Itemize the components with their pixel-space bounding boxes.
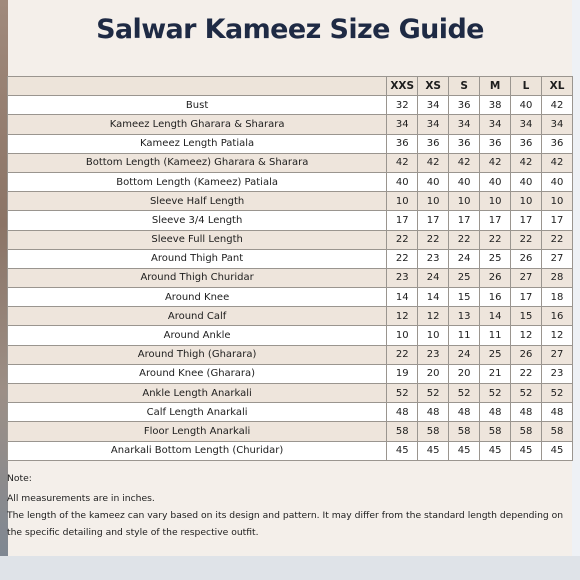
measurement-value: 12	[511, 326, 542, 345]
size-header: XL	[542, 77, 573, 96]
measurement-value: 48	[387, 403, 418, 422]
measurement-label: Bottom Length (Kameez) Gharara & Sharara	[8, 153, 387, 172]
measurement-label: Sleeve 3/4 Length	[8, 211, 387, 230]
measurement-value: 22	[418, 230, 449, 249]
measurement-value: 42	[511, 153, 542, 172]
measurement-value: 23	[418, 249, 449, 268]
table-row	[8, 134, 573, 153]
measurement-value: 45	[387, 441, 418, 460]
measurement-value: 27	[511, 268, 542, 287]
measurement-label: Around Ankle	[8, 326, 387, 345]
page-title: Salwar Kameez Size Guide	[96, 14, 484, 45]
measurement-value: 17	[387, 211, 418, 230]
measurement-value: 58	[480, 422, 511, 441]
measurement-value: 42	[418, 153, 449, 172]
measurement-value: 14	[480, 307, 511, 326]
measurement-value: 58	[418, 422, 449, 441]
size-header: L	[511, 77, 542, 96]
measurement-value: 25	[449, 268, 480, 287]
measurement-value: 48	[511, 403, 542, 422]
measurement-label: Calf Length Anarkali	[8, 403, 387, 422]
measurement-label: Around Knee	[8, 288, 387, 307]
measurement-label: Around Knee (Gharara)	[8, 364, 387, 383]
measurement-value: 23	[542, 364, 573, 383]
measurement-value: 17	[511, 288, 542, 307]
measurement-value: 45	[511, 441, 542, 460]
measurement-value: 36	[418, 134, 449, 153]
measurement-value: 42	[480, 153, 511, 172]
measurement-value: 23	[387, 268, 418, 287]
measurement-value: 26	[511, 345, 542, 364]
measurement-value: 10	[387, 192, 418, 211]
measurement-value: 15	[511, 307, 542, 326]
measurement-value: 28	[542, 268, 573, 287]
note-units: All measurements are in inches.	[7, 493, 155, 504]
measurement-value: 32	[387, 96, 418, 115]
measurement-value: 21	[480, 364, 511, 383]
measurement-value: 58	[449, 422, 480, 441]
measurement-value: 14	[387, 288, 418, 307]
note-label: Note:	[7, 473, 32, 484]
measurement-value: 22	[387, 230, 418, 249]
measurement-value: 23	[418, 345, 449, 364]
measurement-value: 12	[387, 307, 418, 326]
note-kameez-length: The length of the kameez can vary based on its design and pattern. It may differ from the standard length depending on the specific detailing and style of the respective outfit.	[7, 510, 564, 538]
size-table	[7, 76, 573, 461]
measurement-value: 11	[449, 326, 480, 345]
table-row	[8, 403, 573, 422]
table-row	[8, 230, 573, 249]
measurement-value: 16	[542, 307, 573, 326]
measurement-value: 52	[387, 384, 418, 403]
background-page-right	[572, 0, 580, 560]
measurement-label: Bottom Length (Kameez) Patiala	[8, 172, 387, 191]
measurement-value: 17	[542, 211, 573, 230]
measurement-value: 42	[542, 153, 573, 172]
table-row	[8, 249, 573, 268]
measurement-value: 45	[480, 441, 511, 460]
measurement-label: Kameez Length Patiala	[8, 134, 387, 153]
measurement-value: 24	[418, 268, 449, 287]
measurement-value: 12	[418, 307, 449, 326]
measurement-value: 34	[387, 115, 418, 134]
measurement-value: 17	[449, 211, 480, 230]
measurement-value: 36	[449, 134, 480, 153]
measurement-value: 45	[418, 441, 449, 460]
measurement-value: 14	[418, 288, 449, 307]
measurement-value: 13	[449, 307, 480, 326]
measurement-value: 40	[511, 172, 542, 191]
table-row	[8, 422, 573, 441]
measurement-value: 34	[449, 115, 480, 134]
measurement-value: 22	[449, 230, 480, 249]
measurement-value: 18	[542, 288, 573, 307]
measurement-label: Bust	[8, 96, 387, 115]
measurement-header	[8, 77, 387, 96]
table-row	[8, 153, 573, 172]
measurement-value: 22	[387, 249, 418, 268]
measurement-label: Ankle Length Anarkali	[8, 384, 387, 403]
measurement-value: 48	[418, 403, 449, 422]
measurement-value: 15	[449, 288, 480, 307]
measurement-label: Kameez Length Gharara & Sharara	[8, 115, 387, 134]
measurement-value: 36	[387, 134, 418, 153]
table-row	[8, 96, 573, 115]
measurement-value: 25	[480, 345, 511, 364]
measurement-value: 40	[418, 172, 449, 191]
table-row	[8, 115, 573, 134]
measurement-value: 10	[449, 192, 480, 211]
measurement-value: 52	[542, 384, 573, 403]
measurement-value: 34	[418, 96, 449, 115]
size-header-row	[8, 77, 573, 96]
measurement-value: 48	[449, 403, 480, 422]
measurement-value: 22	[511, 230, 542, 249]
measurement-value: 10	[418, 326, 449, 345]
measurement-value: 45	[542, 441, 573, 460]
table-row	[8, 364, 573, 383]
measurement-label: Around Thigh Pant	[8, 249, 387, 268]
measurement-value: 36	[449, 96, 480, 115]
notes	[7, 470, 567, 541]
measurement-label: Sleeve Full Length	[8, 230, 387, 249]
measurement-value: 34	[542, 115, 573, 134]
measurement-value: 24	[449, 249, 480, 268]
measurement-value: 24	[449, 345, 480, 364]
measurement-value: 22	[387, 345, 418, 364]
measurement-label: Sleeve Half Length	[8, 192, 387, 211]
measurement-value: 20	[418, 364, 449, 383]
measurement-value: 10	[418, 192, 449, 211]
measurement-value: 17	[480, 211, 511, 230]
measurement-label: Around Calf	[8, 307, 387, 326]
measurement-value: 10	[387, 326, 418, 345]
size-header: S	[449, 77, 480, 96]
measurement-value: 42	[387, 153, 418, 172]
measurement-value: 58	[542, 422, 573, 441]
table-row	[8, 172, 573, 191]
measurement-value: 40	[511, 96, 542, 115]
measurement-value: 10	[542, 192, 573, 211]
measurement-value: 27	[542, 345, 573, 364]
measurement-label: Around Thigh Churidar	[8, 268, 387, 287]
measurement-value: 52	[480, 384, 511, 403]
size-header: XS	[418, 77, 449, 96]
measurement-value: 48	[542, 403, 573, 422]
measurement-label: Floor Length Anarkali	[8, 422, 387, 441]
measurement-value: 26	[480, 268, 511, 287]
measurement-value: 10	[511, 192, 542, 211]
measurement-value: 52	[449, 384, 480, 403]
measurement-value: 58	[511, 422, 542, 441]
measurement-label: Around Thigh (Gharara)	[8, 345, 387, 364]
measurement-value: 11	[480, 326, 511, 345]
measurement-value: 12	[542, 326, 573, 345]
measurement-value: 16	[480, 288, 511, 307]
measurement-label: Anarkali Bottom Length (Churidar)	[8, 441, 387, 460]
measurement-value: 26	[511, 249, 542, 268]
measurement-value: 34	[480, 115, 511, 134]
measurement-value: 20	[449, 364, 480, 383]
table-row	[8, 288, 573, 307]
measurement-value: 36	[511, 134, 542, 153]
table-row	[8, 192, 573, 211]
measurement-value: 17	[511, 211, 542, 230]
measurement-value: 22	[542, 230, 573, 249]
measurement-value: 58	[387, 422, 418, 441]
measurement-value: 36	[480, 134, 511, 153]
table-row	[8, 384, 573, 403]
measurement-value: 48	[480, 403, 511, 422]
measurement-value: 25	[480, 249, 511, 268]
measurement-value: 22	[480, 230, 511, 249]
size-header: XXS	[387, 77, 418, 96]
measurement-value: 42	[542, 96, 573, 115]
measurement-value: 45	[449, 441, 480, 460]
table-row	[8, 211, 573, 230]
measurement-value: 40	[480, 172, 511, 191]
measurement-value: 19	[387, 364, 418, 383]
size-header: M	[480, 77, 511, 96]
measurement-value: 38	[480, 96, 511, 115]
measurement-value: 52	[418, 384, 449, 403]
measurement-value: 34	[511, 115, 542, 134]
measurement-value: 22	[511, 364, 542, 383]
measurement-value: 42	[449, 153, 480, 172]
table-row	[8, 268, 573, 287]
table-row	[8, 326, 573, 345]
measurement-value: 10	[480, 192, 511, 211]
measurement-value: 52	[511, 384, 542, 403]
measurement-value: 27	[542, 249, 573, 268]
measurement-value: 17	[418, 211, 449, 230]
table-row	[8, 307, 573, 326]
measurement-value: 40	[387, 172, 418, 191]
table-row	[8, 345, 573, 364]
measurement-value: 36	[542, 134, 573, 153]
measurement-value: 34	[418, 115, 449, 134]
background-page-bottom	[0, 556, 580, 580]
measurement-value: 40	[542, 172, 573, 191]
measurement-value: 40	[449, 172, 480, 191]
table-row	[8, 441, 573, 460]
